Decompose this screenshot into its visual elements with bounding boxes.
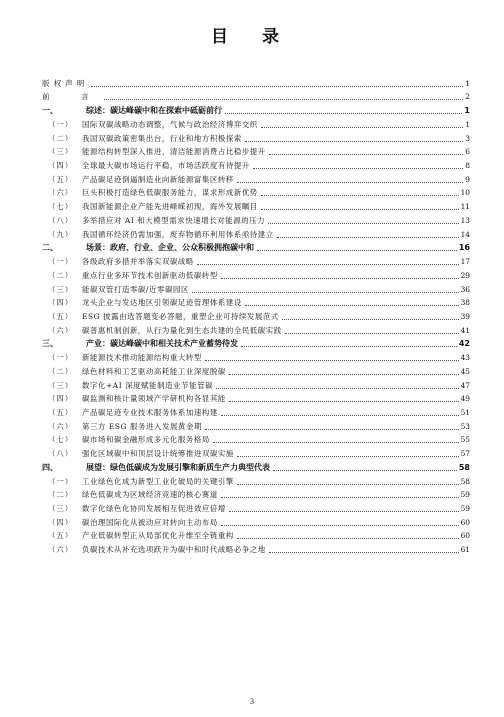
toc-entry-number: （二）	[48, 270, 74, 280]
toc-section-entry	[42, 474, 470, 488]
toc-entry-number: 三、	[42, 339, 58, 349]
toc-entry-title: 碳普惠机制创新，从行为量化到生态共建的全民低碳实践	[82, 325, 282, 335]
dot-leader	[229, 401, 459, 402]
toc-entry-number: （五）	[48, 407, 74, 417]
toc-entry-page: 60	[460, 531, 470, 541]
dot-leader	[229, 374, 459, 375]
toc-entry-number: （三）	[48, 147, 74, 157]
toc-entry-number: 二、	[42, 243, 58, 253]
toc-entry-page: 1	[464, 106, 470, 116]
toc-entry-number: （七）	[48, 435, 74, 445]
toc-entry-page: 58	[458, 462, 470, 472]
toc-entry-title: ESG 披露由选答题变必答题，重塑企业可持续发展范式	[82, 311, 279, 321]
toc-section-entry	[42, 350, 470, 364]
toc-entry-page: 10	[460, 188, 470, 198]
toc-entry-page: 13	[460, 215, 470, 225]
dot-leader	[257, 250, 457, 251]
toc-entry-number: （六）	[48, 188, 74, 198]
toc-section-entry	[42, 282, 470, 296]
toc-entry-page: 3	[465, 133, 470, 143]
dot-leader	[216, 388, 459, 389]
toc-entry-page: 42	[458, 339, 470, 349]
toc-section-entry	[42, 542, 470, 556]
toc-section-entry	[42, 446, 470, 460]
toc-entry-page: 14	[460, 229, 470, 239]
toc-entry-title: 龙头企业与发达地区引领碳足迹管理体系建设	[82, 298, 242, 308]
toc-entry-title: 产品碳足迹倒逼制造业向新能源富集区转移	[82, 174, 234, 184]
toc-entry-title: 重点行业多环节技术创新驱动低碳转型	[82, 270, 218, 280]
dot-leader	[237, 182, 463, 183]
toc-section-entry	[42, 488, 470, 502]
toc-entry-page: 16	[458, 243, 470, 253]
toc-entry-title: 第三方 ESG 服务进入发展黄金期	[82, 421, 202, 431]
toc-entry-page: 43	[460, 353, 470, 363]
toc-entry-title: 工业绿色化成为新型工业化破局的关键引擎	[82, 476, 234, 486]
toc-entry-number: （八）	[48, 449, 74, 459]
dot-leader	[192, 292, 459, 293]
toc-entry-number: （二）	[48, 366, 74, 376]
toc-entry-number: （一）	[48, 476, 74, 486]
toc-chapter-entry	[42, 337, 470, 351]
toc-entry-title: 全球最大碳市场运行平稳，市场活跃度有待提升	[82, 161, 250, 171]
toc-chapter-entry	[42, 241, 470, 255]
toc-entry-number: （四）	[48, 161, 74, 171]
toc-entry-number: （五）	[48, 174, 74, 184]
toc-section-entry	[42, 364, 470, 378]
toc-entry-page: 17	[460, 257, 470, 267]
toc-chapter-entry	[42, 103, 470, 117]
toc-entry-page: 41	[460, 325, 470, 335]
dot-leader	[221, 525, 459, 526]
toc-section-entry	[42, 213, 470, 227]
page-number: 3	[250, 697, 254, 706]
toc-section-entry	[42, 158, 470, 172]
toc-entry-page: 29	[460, 270, 470, 280]
toc-section-entry	[42, 433, 470, 447]
toc-entry-title: 碳市场和碳金融形成多元化服务格局	[82, 435, 210, 445]
toc-section-entry	[42, 501, 470, 515]
dot-leader	[104, 99, 463, 100]
toc-entry-page: 51	[460, 407, 470, 417]
dot-leader	[221, 497, 459, 498]
dot-leader	[237, 484, 459, 485]
toc-section-entry	[42, 309, 470, 323]
dot-leader	[237, 456, 459, 457]
toc-entry-title: 能碳双管打造零碳/近零碳园区	[82, 284, 189, 294]
dot-leader	[197, 264, 459, 265]
toc-section-entry	[42, 515, 470, 529]
toc-entry-title: 综述：碳达峰碳中和在探索中砥砺前行	[86, 106, 222, 116]
dot-leader	[205, 429, 459, 430]
toc-section-entry	[42, 419, 470, 433]
toc-entry-title: 新能源技术推动能源结构重大转型	[82, 353, 202, 363]
dot-leader	[237, 538, 459, 539]
dot-leader	[285, 333, 459, 334]
toc-entry-page: 6	[465, 147, 470, 157]
toc-entry-title: 数字化绿色化协同发展相互促进效应倍增	[82, 504, 226, 513]
toc-front-entry	[42, 90, 470, 104]
toc-title: 目 录	[211, 27, 293, 47]
toc-section-entry	[42, 199, 470, 213]
toc-section-entry	[42, 186, 470, 200]
dot-leader	[273, 470, 457, 471]
toc-entry-number: （一）	[48, 257, 74, 267]
dot-leader	[213, 442, 459, 443]
dot-leader	[205, 360, 459, 361]
toc-entry-title: 巨头积极打造绿色低碳服务能力，谋求形成新优势	[82, 188, 258, 198]
toc-section-entry	[42, 227, 470, 241]
toc-section-entry	[42, 254, 470, 268]
toc-entry-title: 产业：碳达峰碳中和相关技术产业蓄势待发	[86, 339, 238, 349]
table-of-contents	[42, 76, 470, 556]
toc-entry-title: 我国循环经济仍需加强，废弃物循环利用体系亟待建立	[82, 229, 274, 239]
toc-entry-number: （六）	[48, 325, 74, 335]
dot-leader	[269, 552, 459, 553]
toc-section-entry	[42, 172, 470, 186]
toc-entry-title: 产业低碳转型正从局部优化升维至全链重构	[82, 531, 234, 541]
toc-entry-number: （四）	[48, 298, 74, 308]
toc-entry-title: 前 言	[42, 92, 101, 102]
toc-section-entry	[42, 131, 470, 145]
toc-front-entry	[42, 76, 470, 90]
toc-entry-page: 59	[460, 504, 470, 513]
toc-entry-page: 9	[465, 174, 470, 184]
toc-entry-number: （五）	[48, 311, 74, 321]
toc-section-entry	[42, 392, 470, 406]
toc-entry-page: 36	[460, 284, 470, 294]
dot-leader	[241, 346, 457, 347]
toc-entry-number: （九）	[48, 229, 74, 239]
toc-entry-page: 60	[460, 517, 470, 527]
toc-entry-number: （四）	[48, 517, 74, 527]
toc-section-entry	[42, 268, 470, 282]
toc-entry-title: 国际双碳战略动态调整，气候与政治经济博弈交织	[82, 119, 258, 129]
dot-leader	[245, 141, 463, 142]
dot-leader	[277, 237, 459, 238]
toc-entry-title: 能源结构转型深入推进，清洁能源消费占比稳步提升	[82, 147, 266, 157]
toc-entry-number: 一、	[42, 106, 58, 116]
toc-section-entry	[42, 145, 470, 159]
toc-entry-number: （六）	[48, 545, 74, 555]
dot-leader	[261, 127, 464, 128]
toc-entry-title: 绿色材料和工艺驱动高耗能工业深度脱碳	[82, 366, 226, 376]
toc-entry-number: （三）	[48, 284, 74, 294]
toc-section-entry	[42, 378, 470, 392]
toc-entry-page: 47	[460, 380, 470, 390]
toc-entry-title: 绿色低碳成为区域经济竞速的核心赛道	[82, 490, 218, 500]
toc-entry-title: 我国双碳政策密集出台，行业和地方积极探索	[82, 133, 242, 143]
toc-entry-page: 59	[460, 490, 470, 500]
toc-entry-page: 38	[460, 298, 470, 308]
toc-entry-title: 碳治理国际化从被动应对转向主动布局	[82, 517, 218, 527]
toc-entry-number: （七）	[48, 202, 74, 212]
toc-entry-number: （四）	[48, 394, 74, 404]
toc-entry-number: （一）	[48, 119, 74, 129]
toc-entry-title: 版权声明	[42, 78, 89, 88]
dot-leader	[221, 415, 459, 416]
toc-entry-number: 四、	[42, 462, 58, 472]
toc-section-entry	[42, 296, 470, 310]
toc-entry-number: （六）	[48, 421, 74, 431]
toc-entry-page: 39	[460, 311, 470, 321]
toc-entry-page: 53	[460, 421, 470, 431]
toc-section-entry	[42, 529, 470, 543]
toc-entry-page: 2	[465, 92, 470, 102]
toc-entry-page: 1	[465, 119, 470, 129]
toc-section-entry	[42, 117, 470, 131]
toc-entry-page: 55	[460, 435, 470, 445]
dot-leader	[91, 86, 463, 87]
toc-entry-title: 我国新能源企业产能先进峰嵘初现，海外发展瞩目	[82, 202, 258, 212]
toc-entry-number: （五）	[48, 531, 74, 541]
toc-entry-title: 展望：绿色低碳成为发展引擎和新质生产力典型代表	[86, 462, 270, 472]
toc-entry-page: 8	[465, 161, 470, 171]
toc-entry-title: 负碳技术从补充选项跃升为碳中和时代战略必争之地	[82, 545, 266, 555]
toc-section-entry	[42, 405, 470, 419]
toc-entry-title: 多举措应对 AI 和大模型需求快速增长对能源的压力	[82, 215, 266, 225]
toc-entry-page: 45	[460, 366, 470, 376]
dot-leader	[282, 319, 459, 320]
toc-entry-number: （三）	[48, 504, 74, 513]
toc-section-entry	[42, 323, 470, 337]
toc-entry-title: 场景：政府、行业、企业、公众积极拥抱碳中和	[86, 243, 254, 253]
toc-entry-title: 强化区域碳中和顶层设计统筹推进双碳实施	[82, 449, 234, 459]
toc-entry-number: （一）	[48, 353, 74, 363]
toc-entry-title: 数字化+AI 深度赋能制造业节能管碳	[82, 380, 214, 390]
toc-entry-title: 碳监测和核计量领域产学研机构各显其能	[82, 394, 226, 404]
dot-leader	[269, 154, 464, 155]
dot-leader	[229, 511, 459, 512]
toc-entry-number: （三）	[48, 380, 74, 390]
toc-entry-number: （二）	[48, 490, 74, 500]
toc-entry-page: 57	[460, 449, 470, 459]
toc-chapter-entry	[42, 460, 470, 474]
toc-entry-number: （八）	[48, 215, 74, 225]
dot-leader	[261, 209, 459, 210]
dot-leader	[245, 305, 459, 306]
dot-leader	[225, 113, 462, 114]
dot-leader	[253, 168, 463, 169]
toc-entry-page: 49	[460, 394, 470, 404]
toc-entry-page: 11	[460, 202, 470, 212]
toc-entry-page: 61	[460, 545, 470, 555]
toc-entry-title: 各级政府多措并举落实双碳战略	[82, 257, 194, 267]
toc-entry-page: 1	[465, 78, 470, 88]
toc-entry-title: 产品碳足迹专业技术服务体系加速构建	[82, 407, 218, 417]
dot-leader	[221, 278, 459, 279]
toc-entry-page: 58	[460, 476, 470, 486]
dot-leader	[261, 195, 459, 196]
toc-entry-number: （二）	[48, 133, 74, 143]
dot-leader	[268, 223, 458, 224]
